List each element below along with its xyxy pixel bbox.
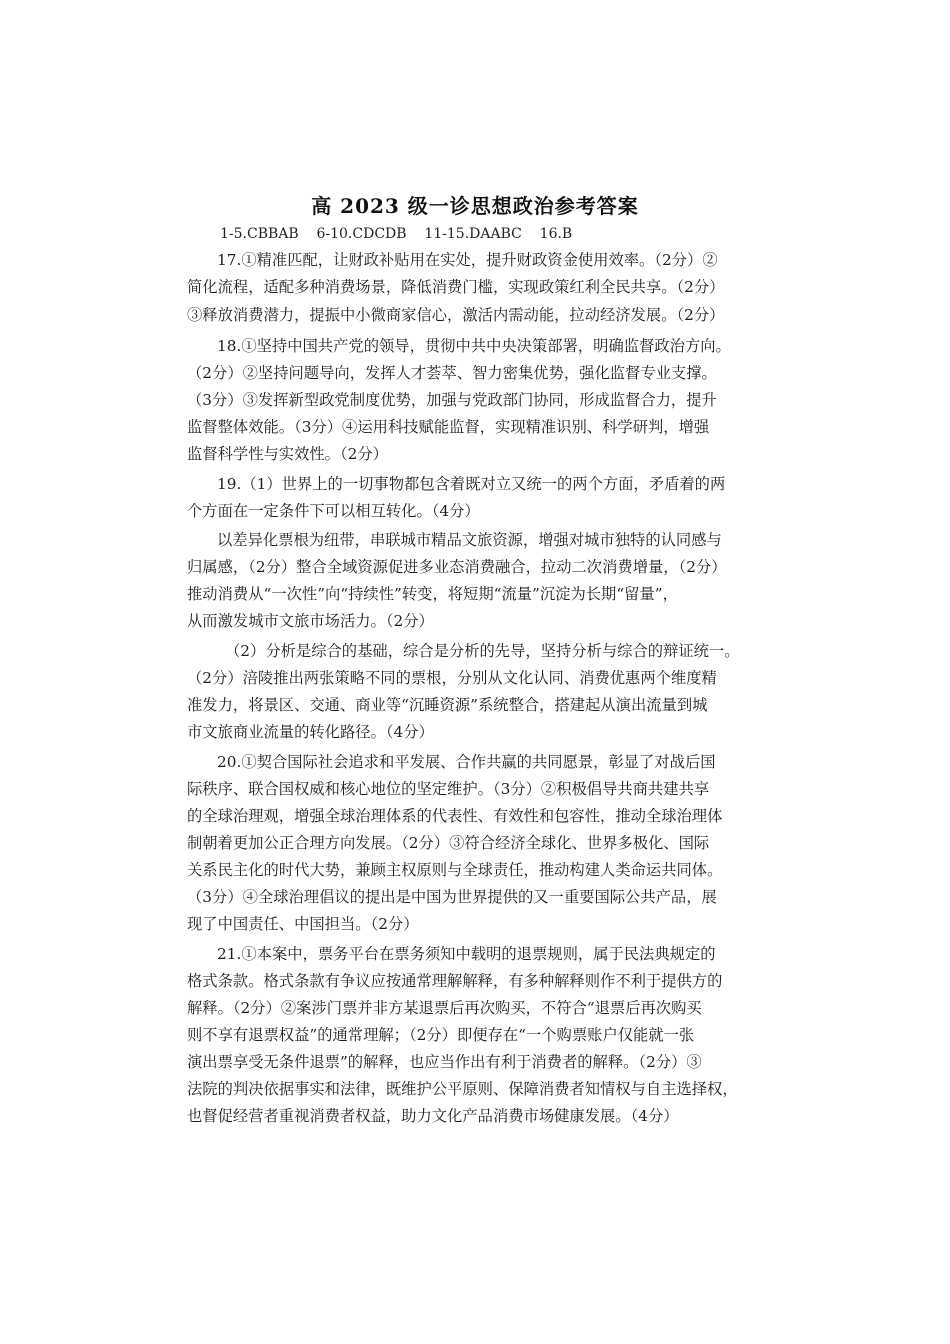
text-line: 20.①契合国际社会追求和平发展、合作共赢的共同愿景，彰显了对战后国	[217, 753, 716, 771]
text-line: 市文旅商业流量的转化路径。（4分）	[187, 723, 434, 741]
text-line: 制朝着更加公正合理方向发展。（2分）③符合经济全球化、世界多极化、国际	[187, 834, 710, 852]
text-line: 监督整体效能。（3分）④运用科技赋能监督，实现精准识别、科学研判，增强	[187, 418, 710, 436]
text-line: 21.①本案中，票务平台在票务须知中载明的退票规则，属于民法典规定的	[217, 945, 716, 963]
text-line: 法院的判决依据事实和法律，既维护公平原则、保障消费者知情权与自主选择权，	[187, 1080, 738, 1098]
text-line: （2分）涪陵推出两张策略不同的票根，分别从文化认同、消费优惠两个维度精	[187, 669, 717, 687]
text-line: 准发力，将景区、交通、商业等“沉睡资源”系统整合，搭建起从演出流量到城	[187, 696, 708, 714]
text-line: 关系民主化的时代大势，兼顾主权原则与全球责任，推动构建人类命运共同体。	[187, 861, 723, 879]
text-line: 际秩序、联合国权威和核心地位的坚定维护。（3分）②积极倡导共商共建共享	[187, 780, 710, 798]
text-line: （2）分析是综合的基础，综合是分析的先导，坚持分析与综合的辩证统一。	[225, 642, 740, 660]
text-line: 归属感，（2分）整合全域资源促进多业态消费融合，拉动二次消费增量，（2分）	[187, 558, 727, 576]
text-line: 演出票享受无条件退票”的解释，也应当作出有利于消费者的解释。（2分）③	[187, 1053, 702, 1071]
text-line: 简化流程，适配多种消费场景，降低消费门槛，实现政策红利全民共享。（2分）	[187, 278, 725, 296]
text-line: 从而激发城市文旅市场活力。（2分）	[187, 612, 434, 630]
text-line: （2分）②坚持问题导向，发挥人才荟萃、智力密集优势，强化监督专业支撑。	[187, 364, 717, 382]
text-line: 18.①坚持中国共产党的领导，贯彻中共中央决策部署，明确监督政治方向。	[217, 337, 731, 355]
text-line: 的全球治理观，增强全球治理体系的代表性、有效性和包容性，推动全球治理体	[187, 807, 723, 825]
text-line: 以差异化票根为纽带，串联城市精品文旅资源，增强对城市独特的认同感与	[217, 531, 722, 549]
text-line: 监督科学性与实效性。（2分）	[187, 445, 388, 463]
text-line: 也督促经营者重视消费者权益，助力文化产品消费市场健康发展。（4分）	[187, 1107, 679, 1125]
text-line: 19.（1）世界上的一切事物都包含着既对立又统一的两个方面，矛盾着的两	[217, 475, 726, 493]
text-line: （3分）③发挥新型政党制度优势，加强与党政部门协同，形成监督合力，提升	[187, 391, 717, 409]
text-line: 推动消费从“一次性”向“持续性”转变，将短期“流量”沉淀为长期“留量”，	[187, 585, 678, 603]
text-line: 17.①精准匹配，让财政补贴用在实处，提升财政资金使用效率。（2分）②	[217, 251, 718, 269]
text-line: 则不享有退票权益”的通常理解；（2分）即便存在“一个购票账户仅能就一张	[187, 1026, 695, 1044]
multiple-choice-answers: 1-5.CBBAB 6-10.CDCDB 11-15.DAABC 16.B	[220, 226, 573, 242]
text-line: ③释放消费潜力，提振中小微商家信心，激活内需动能，拉动经济发展。（2分）	[187, 306, 725, 324]
text-line: 现了中国责任、中国担当。（2分）	[187, 915, 419, 933]
text-line: （3分）④全球治理倡议的提出是中国为世界提供的又一重要国际公共产品，展	[187, 888, 717, 906]
text-line: 格式条款。格式条款有争议应按通常理解解释，有多种解释则作不利于提供方的	[187, 972, 723, 990]
text-line: 个方面在一定条件下可以相互转化。（4分）	[187, 502, 480, 520]
page-title: 高 2023 级一诊思想政治参考答案	[311, 194, 639, 218]
text-line: 解释。（2分）②案涉门票并非方某退票后再次购买，不符合“退票后再次购买	[187, 999, 702, 1017]
